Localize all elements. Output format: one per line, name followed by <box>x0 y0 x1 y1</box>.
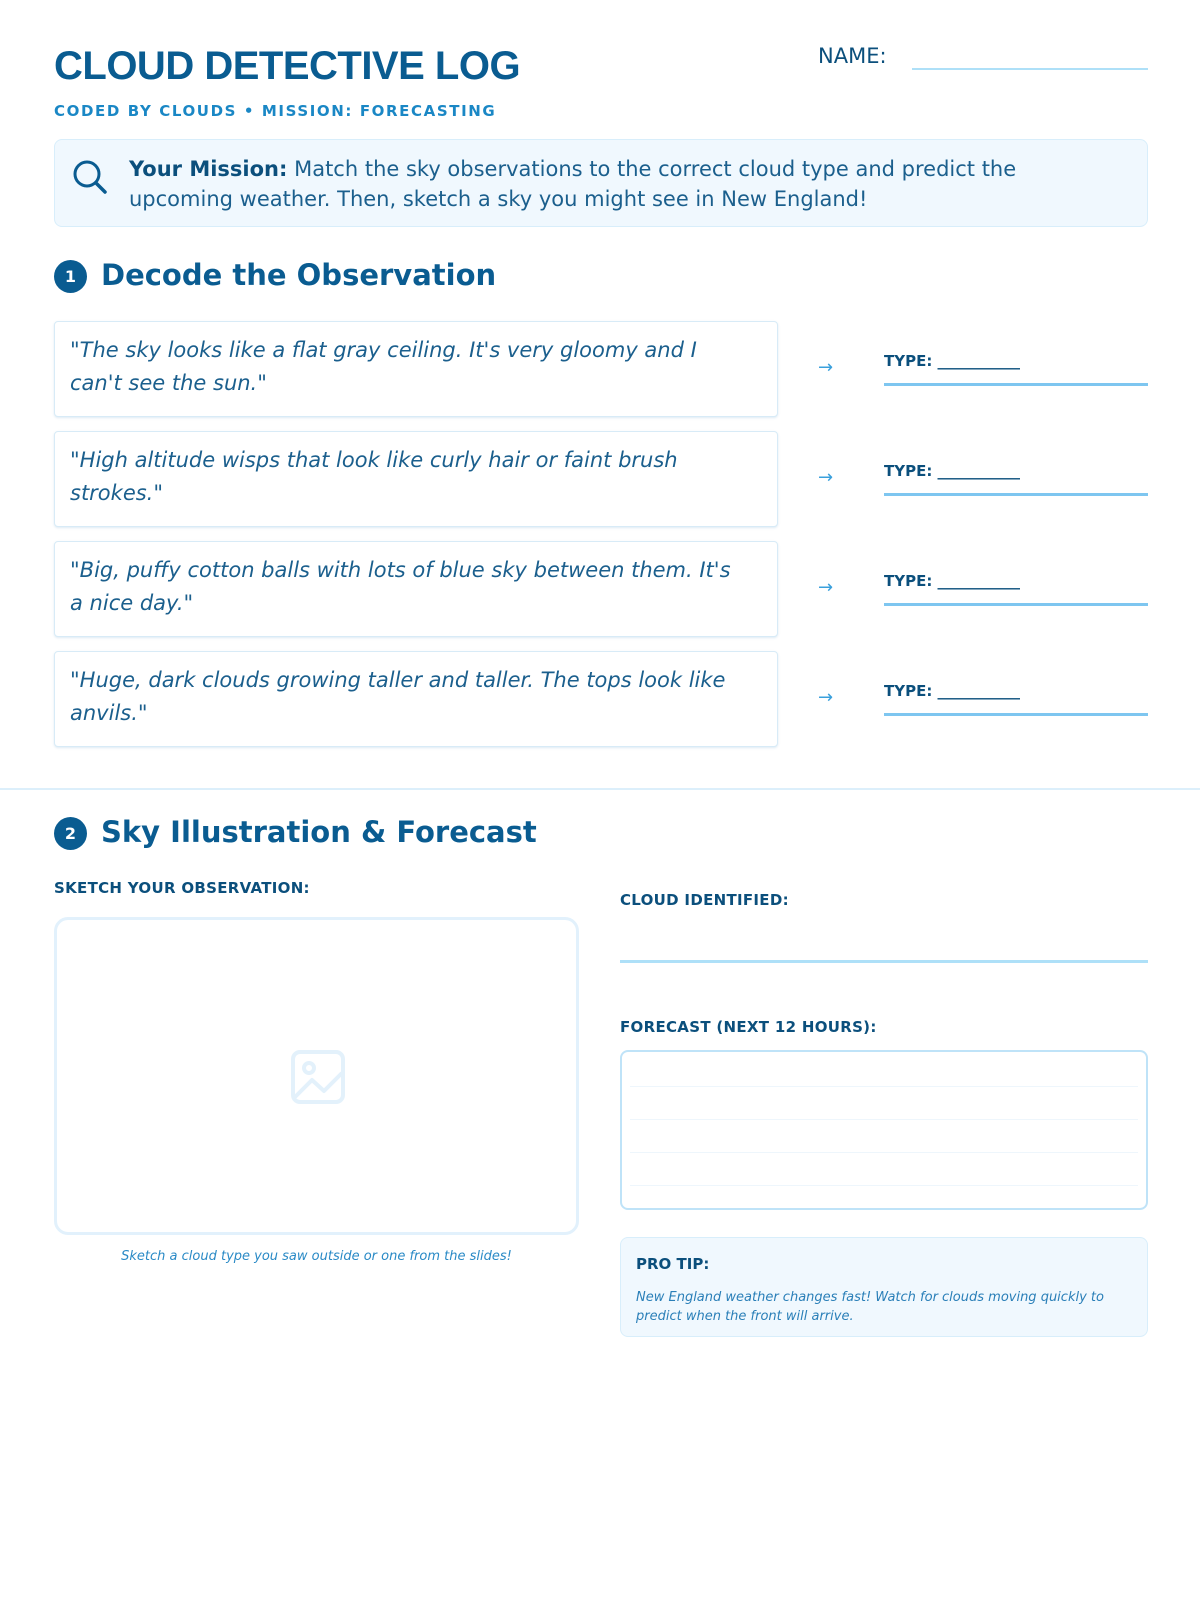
type-answer-line[interactable] <box>884 383 1148 386</box>
observation-row <box>54 541 1148 637</box>
observation-row <box>54 321 1148 417</box>
forecast-label: FORECAST (NEXT 12 HOURS): <box>620 1018 877 1036</box>
page-title: CLOUD DETECTIVE LOG <box>54 44 521 88</box>
mission-lead: Your Mission: <box>129 157 288 181</box>
observation-text: "Big, puffy cotton balls with lots of blue sky between them. It's a nice day." <box>70 558 731 615</box>
section-1-heading <box>54 258 754 298</box>
cloud-identified-label: CLOUD IDENTIFIED: <box>620 891 789 909</box>
page-header <box>54 44 1148 124</box>
type-answer-line[interactable] <box>884 713 1148 716</box>
name-label: NAME: <box>818 44 887 68</box>
type-label: TYPE: ___________ <box>884 352 1021 370</box>
observation-card <box>54 431 778 527</box>
name-input-line[interactable] <box>912 68 1148 70</box>
type-answer-line[interactable] <box>884 493 1148 496</box>
page-subtitle: CODED BY CLOUDS • MISSION: FORECASTING <box>54 102 497 120</box>
mission-box <box>54 139 1148 227</box>
section-2-number: 2 <box>54 817 87 850</box>
section-1-number: 1 <box>54 260 87 293</box>
sketch-area[interactable] <box>54 917 579 1235</box>
pro-tip-title: PRO TIP: <box>636 1255 710 1273</box>
section-2-title: Sky Illustration & Forecast <box>101 815 537 849</box>
arrow-right-icon: → <box>818 577 834 598</box>
observation-card <box>54 541 778 637</box>
observation-text: "High altitude wisps that look like curly hair or faint brush strokes." <box>70 448 678 505</box>
observation-row <box>54 431 1148 527</box>
observation-text: "Huge, dark clouds growing taller and taller. The tops look like anvils." <box>70 668 726 725</box>
pro-tip-text: New England weather changes fast! Watch for clouds moving quickly to predict when the front will arrive. <box>636 1290 1104 1324</box>
forecast-rule <box>630 1185 1138 1186</box>
type-label: TYPE: ___________ <box>884 462 1021 480</box>
name-field[interactable] <box>818 44 1148 74</box>
arrow-right-icon: → <box>818 687 834 708</box>
observation-card <box>54 321 778 417</box>
observation-card <box>54 651 778 747</box>
mission-body: Match the sky observations to the correct cloud type and predict the upcoming weather. Then, sketch a sky you might see in New England! <box>129 157 1017 211</box>
sketch-label: SKETCH YOUR OBSERVATION: <box>54 879 310 897</box>
observation-text: "The sky looks like a flat gray ceiling. It's very gloomy and I can't see the sun." <box>70 338 697 395</box>
forecast-rule <box>630 1119 1138 1120</box>
mission-text <box>129 154 1117 214</box>
type-label: TYPE: ___________ <box>884 572 1021 590</box>
forecast-area[interactable] <box>620 1050 1148 1210</box>
arrow-right-icon: → <box>818 357 834 378</box>
type-answer-line[interactable] <box>884 603 1148 606</box>
observation-row <box>54 651 1148 747</box>
section-1-title: Decode the Observation <box>101 258 497 292</box>
search-icon <box>71 158 109 196</box>
pro-tip-box <box>620 1237 1148 1337</box>
sketch-caption: Sketch a cloud type you saw outside or one from the slides! <box>121 1249 512 1264</box>
cloud-identified-line[interactable] <box>620 960 1148 963</box>
forecast-rule <box>630 1086 1138 1087</box>
forecast-rule <box>630 1152 1138 1153</box>
arrow-right-icon: → <box>818 467 834 488</box>
section-2-heading <box>54 815 754 855</box>
type-label: TYPE: ___________ <box>884 682 1021 700</box>
section-divider <box>0 788 1200 790</box>
image-placeholder-icon <box>290 1049 346 1105</box>
